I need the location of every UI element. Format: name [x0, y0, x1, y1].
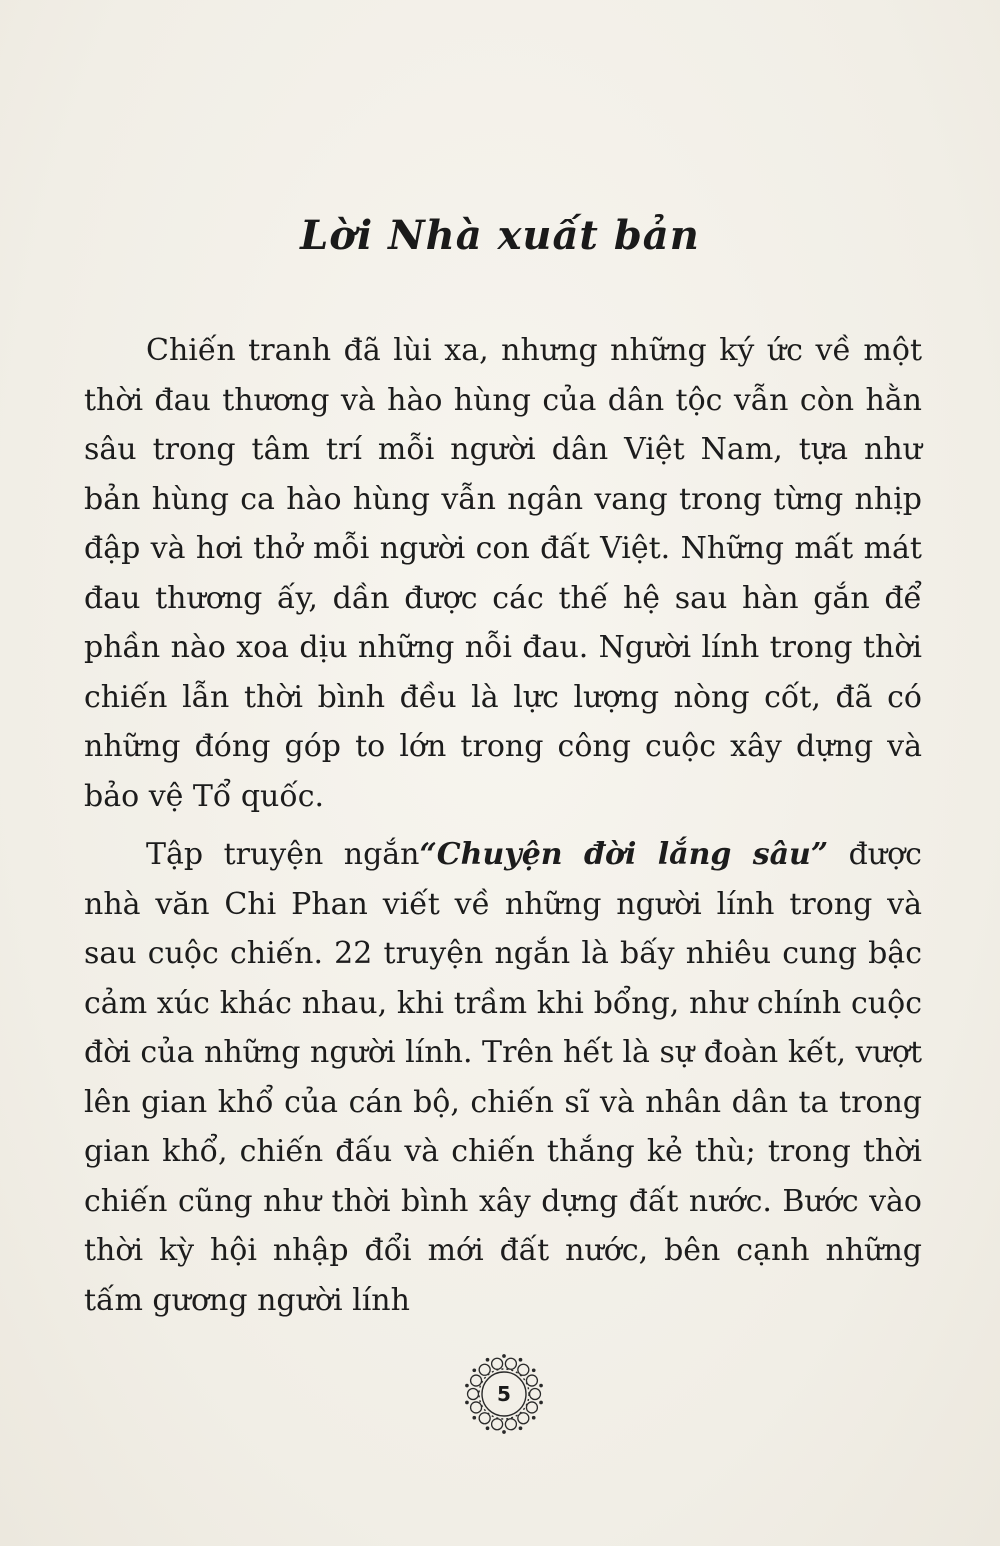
page-title: Lời Nhà xuất bản	[300, 212, 700, 259]
book-title-emphasis: “Chuyện đời lắng sâu”	[419, 837, 829, 872]
page-number: 5	[497, 1382, 511, 1406]
page-number-badge	[462, 1352, 546, 1436]
paragraph-2-text: được nhà văn Chi Phan viết về những người lính trong và sau cuộc chiến. 22 truyện ngắn là bấy nhiêu cung bậc cảm xúc khác nhau, khi trầm khi bổng, như chính cuộc đời của những người lính. Trên hết là sự đoàn kết, vượt lên gian khổ của cán bộ, chiến sĩ và nhân dân ta trong gian khổ, chiến đấu và chiến thắng kẻ thù; trong thời chiến cũng như thời bình xây dựng đất nước. Bước vào thời kỳ hội nhập đổi mới đất nước, bên cạnh những tấm gương người lính	[84, 837, 922, 1318]
body-paragraph-2	[84, 830, 922, 1325]
paragraph-1-text: Chiến tranh đã lùi xa, nhưng những ký ức về một thời đau thương và hào hùng của dân tộc vẫn còn hằn sâu trong tâm trí mỗi người dân Việt Nam, tựa như bản hùng ca hào hùng vẫn ngân vang trong từng nhịp đập và hơi thở mỗi người con đất Việt. Những mất mát đau thương ấy, dần được các thế hệ sau hàn gắn để phần nào xoa dịu những nỗi đau. Người lính trong thời chiến lẫn thời bình đều là lực lượng nòng cốt, đã có những đóng góp to lớn trong công cuộc xây dựng và bảo vệ Tổ quốc.	[84, 333, 922, 814]
paragraph-2-lead: Tập truyện ngắn	[146, 837, 420, 872]
body-paragraph-1	[84, 326, 922, 821]
